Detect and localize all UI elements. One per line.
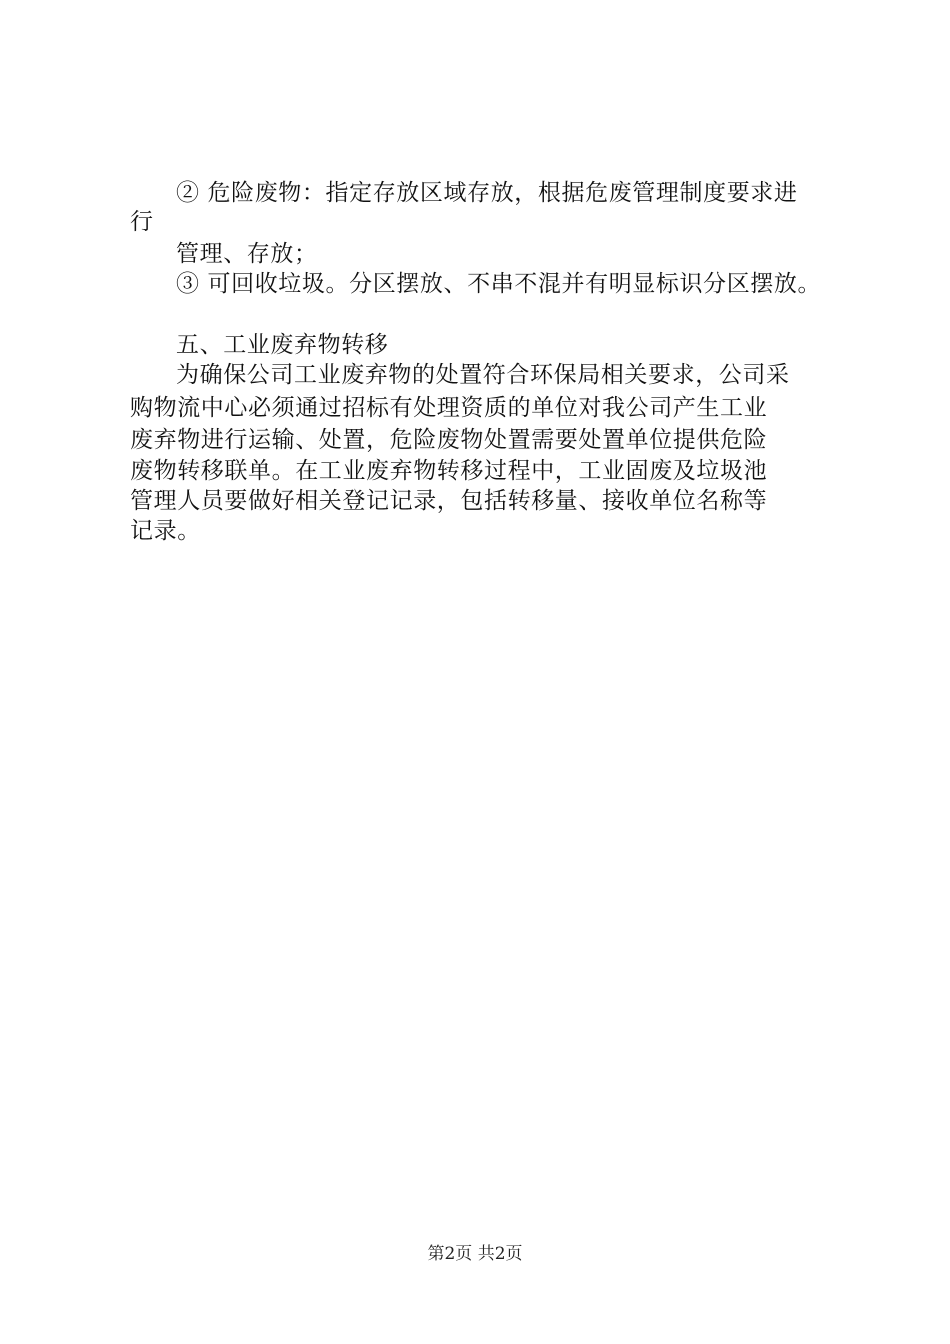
paragraph-line: 为确保公司工业废弃物的处置符合环保局相关要求，公司采	[176, 362, 790, 388]
paragraph-line: 废弃物进行运输、处置，危险废物处置需要处置单位提供危险	[130, 427, 768, 453]
list-item-2-line-3: 管理、存放；	[176, 241, 318, 267]
paragraph-line: 管理人员要做好相关登记记录，包括转移量、接收单位名称等	[130, 488, 768, 514]
list-item-3: ③ 可回收垃圾。分区摆放、不串不混并有明显标识分区摆放。	[176, 271, 822, 297]
section-heading: 五、工业废弃物转移	[176, 332, 389, 358]
list-item-2-line-2: 行	[130, 209, 154, 235]
paragraph-line: 废物转移联单。在工业废弃物转移过程中，工业固废及垃圾池	[130, 458, 768, 484]
paragraph-line: 记录。	[130, 518, 201, 544]
page-footer: 第2页 共2页	[427, 1244, 523, 1264]
list-item-2-line-1: ② 危险废物：指定存放区域存放，根据危废管理制度要求进	[176, 180, 798, 206]
paragraph-line: 购物流中心必须通过招标有处理资质的单位对我公司产生工业	[130, 395, 768, 421]
